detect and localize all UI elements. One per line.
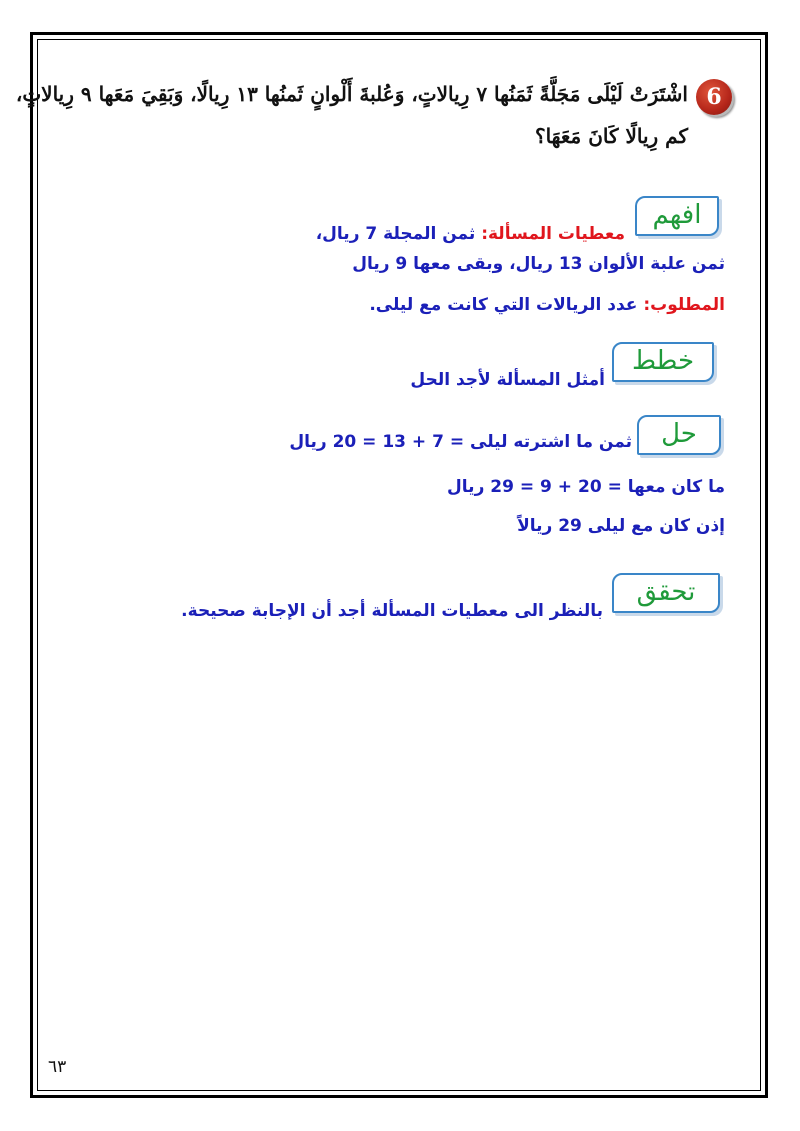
understand-label: افهم xyxy=(635,196,719,236)
required-text: عدد الريالات التي كانت مع ليلى. xyxy=(369,295,638,315)
solve-label: حل xyxy=(637,415,721,455)
question-line-2: كم رِيالًا كَانَ مَعَهَا؟ xyxy=(534,124,688,148)
page-number: ٦٣ xyxy=(48,1057,67,1077)
check-text: بالنظر الى معطيات المسألة أجد أن الإجابة صحيحة. xyxy=(181,601,603,621)
solve-line-3: إذن كان مع ليلى 29 ريالاً xyxy=(517,516,725,536)
plan-label: خطط xyxy=(612,342,714,382)
solve-line-1: ثمن ما اشترته ليلى = 7 + 13 = 20 ريال xyxy=(289,432,632,452)
question-number-badge: 6 xyxy=(696,79,732,115)
required-line xyxy=(225,295,725,315)
solve-line-2: ما كان معها = 20 + 9 = 29 ريال xyxy=(447,477,725,497)
givens-line-1 xyxy=(225,224,625,244)
required-title: المطلوب: xyxy=(643,295,725,315)
question-line-1: اشْتَرَتْ لَيْلَى مَجَلَّةً ثَمَنُها ٧ رِيالاتٍ، وَعُلبةَ أَلْوانٍ ثَمنُها ١٣ رِيالًا، وَبَقِيَ مَعَها ٩ رِيالاتٍ، xyxy=(15,82,688,106)
check-label: تحقق xyxy=(612,573,720,613)
givens-text-1: ثمن المجلة 7 ريال، xyxy=(315,224,476,244)
plan-text: أمثل المسألة لأجد الحل xyxy=(410,370,605,390)
givens-title: معطيات المسألة: xyxy=(481,224,625,244)
givens-line-2: ثمن علبة الألوان 13 ريال، وبقى معها 9 ريال xyxy=(352,254,725,274)
